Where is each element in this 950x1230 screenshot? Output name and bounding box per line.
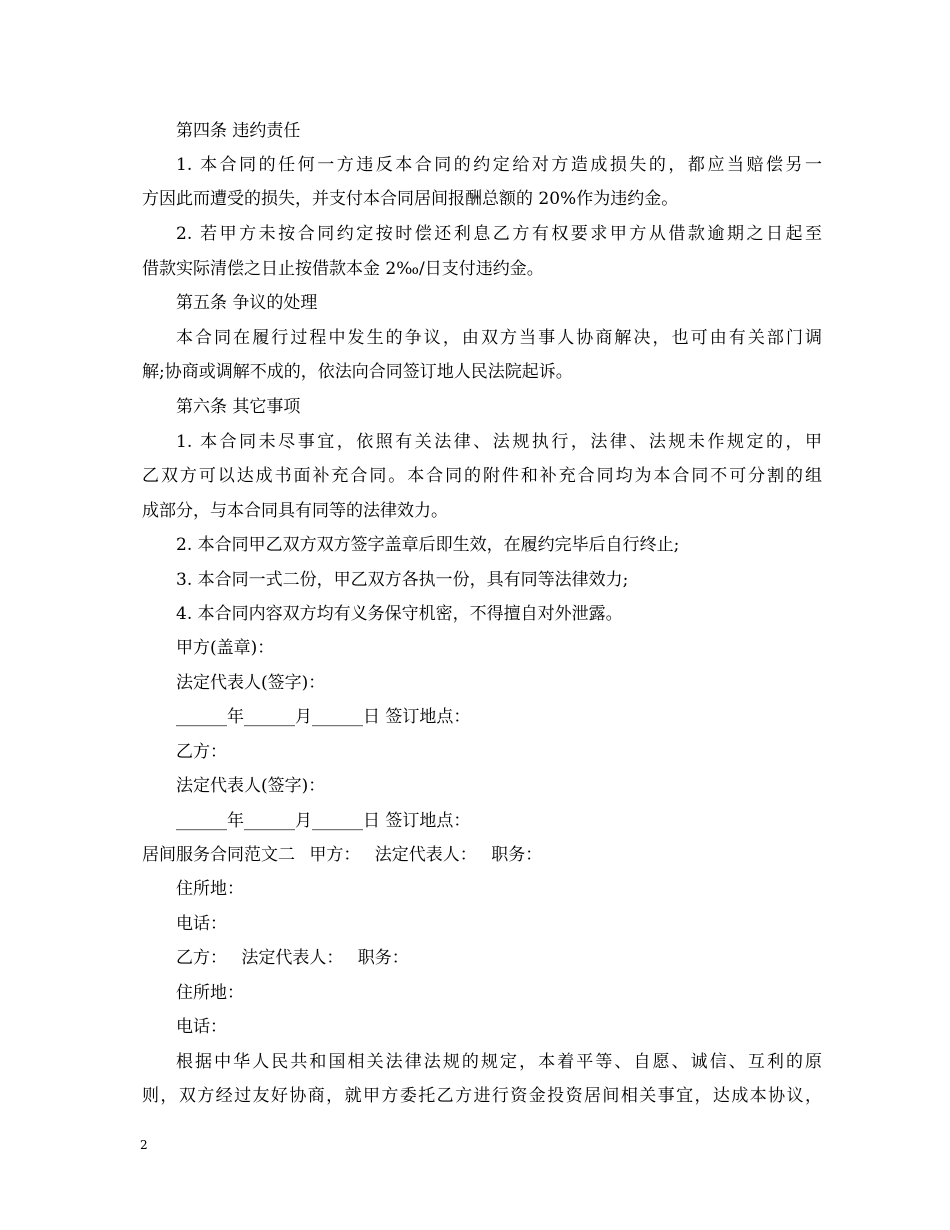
paragraph-line: 成部分，与本合同具有同等的法律效力。 xyxy=(142,501,448,521)
page-number: 2 xyxy=(140,1138,148,1152)
contract-two-heading: 居间服务合同范文二 甲方： 法定代表人： 职务： xyxy=(142,845,543,865)
party-a-seal-label: 甲方(盖章)： xyxy=(176,638,275,658)
paragraph-line: 4. 本合同内容双方均有义务保守机密，不得擅自对外泄露。 xyxy=(176,604,623,624)
paragraph-line: 方因此而遭受的损失，并支付本合同居间报酬总额的 20%作为违约金。 xyxy=(142,189,679,209)
legal-rep-signature-label: 法定代表人(签字)： xyxy=(176,776,326,796)
legal-rep-signature-label: 法定代表人(签字)： xyxy=(176,673,326,693)
paragraph-line: 借款实际清偿之日止按借款本金 2‰/日支付违约金。 xyxy=(142,259,544,279)
party-b-info-line: 乙方： 法定代表人： 职务： xyxy=(176,948,409,968)
party-b-label: 乙方： xyxy=(176,742,227,762)
phone-label: 电话： xyxy=(176,914,227,934)
paragraph-line: 乙双方可以达成书面补充合同。本合同的附件和补充合同均为本合同不可分割的组 xyxy=(142,466,822,486)
phone-label: 电话： xyxy=(176,1017,227,1037)
date-place-line: ______年______月______日 签订地点： xyxy=(176,707,471,727)
paragraph-line: 1. 本合同的任何一方违反本合同的约定给对方造成损失的，都应当赔偿另一 xyxy=(176,155,822,175)
paragraph-line: 本合同在履行过程中发生的争议，由双方当事人协商解决，也可由有关部门调 xyxy=(176,328,822,348)
paragraph-line: 2. 本合同甲乙双方双方签字盖章后即生效，在履约完毕后自行终止; xyxy=(176,535,680,555)
paragraph-line: 3. 本合同一式二份，甲乙双方各执一份，具有同等法律效力; xyxy=(176,570,629,590)
article-5-heading: 第五条 争议的处理 xyxy=(176,293,318,313)
paragraph-line: 则，双方经过友好协商，就甲方委托乙方进行资金投资居间相关事宜，达成本协议， xyxy=(142,1086,822,1106)
date-place-line: ______年______月______日 签订地点： xyxy=(176,811,471,831)
paragraph-line: 2. 若甲方未按合同约定按时偿还利息乙方有权要求甲方从借款逾期之日起至 xyxy=(176,224,822,244)
article-6-heading: 第六条 其它事项 xyxy=(176,397,301,417)
paragraph-line: 1. 本合同未尽事宜，依照有关法律、法规执行，法律、法规未作规定的，甲 xyxy=(176,432,822,452)
paragraph-line: 解;协商或调解不成的，依法向合同签订地人民法院起诉。 xyxy=(142,362,573,382)
paragraph-line: 根据中华人民共和国相关法律法规的规定，本着平等、自愿、诚信、互利的原 xyxy=(176,1052,822,1072)
article-4-heading: 第四条 违约责任 xyxy=(176,121,301,141)
address-label: 住所地： xyxy=(176,879,244,899)
address-label: 住所地： xyxy=(176,983,244,1003)
